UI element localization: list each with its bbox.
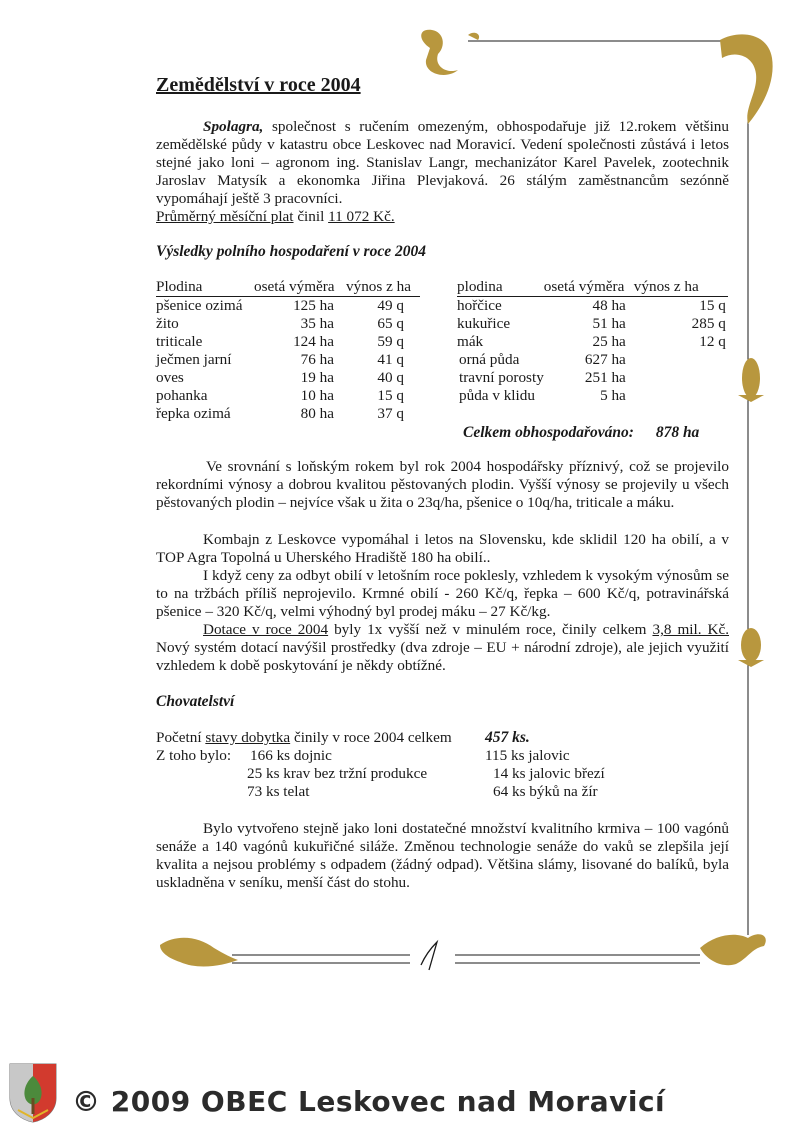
crop-area: 25 ha: [592, 333, 626, 350]
livestock-total: 457 ks.: [485, 729, 530, 746]
table-header: [156, 278, 420, 297]
paragraph-combine: Kombajn z Leskovce vypomáhal i letos na Slovensku, kde sklidil 120 ha obilí, a v TOP Agra Topolná u Uherského Hradiště 180 ha obilí..: [156, 531, 729, 566]
paragraph-prices: I když ceny za odbyt obilí v letošním roce poklesly, vzhledem k vysokým výnosům se to na tržbách příliš neprojevilo. Krmné obilí - 260 Kč/q, řepka – 600 Kč/q, potravinářská pšenice – 320 Kč/q, velmi výhodný byl prodej máku – 27 Kč/kg.: [156, 567, 729, 620]
crop-name: kukuřice: [457, 315, 511, 332]
crops-table-left: [156, 278, 420, 423]
crop-name: pšenice ozimá: [156, 297, 243, 314]
crop-name: mák: [457, 333, 484, 350]
top-right-curl-ornament: [720, 34, 773, 124]
crop-area: 51 ha: [592, 315, 626, 332]
right-pod-ornament-2: [741, 628, 761, 662]
table-row: [457, 315, 728, 333]
subsidies-mid: byly 1x vyšší než v minulém roce, činily celkem: [328, 621, 653, 638]
land-area: 251 ha: [584, 369, 626, 386]
table-row: [457, 333, 728, 351]
column-header-yield: výnos z ha: [634, 278, 728, 297]
results-heading: Výsledky polního hospodaření v roce 2004: [156, 243, 426, 260]
intro-paragraph: [156, 118, 729, 208]
livestock-text-post: činily v roce 2004 celkem: [290, 729, 452, 746]
crop-yield: 41 q: [377, 351, 404, 368]
crop-area: 10 ha: [300, 387, 334, 404]
livestock-total-line: [156, 729, 452, 747]
salary-label: Průměrný měsíční plat: [156, 208, 294, 225]
land-type: travní porosty: [459, 369, 544, 386]
livestock-text-pre: Početní: [156, 729, 206, 746]
land-area: 5 ha: [600, 387, 626, 404]
livestock-item: 14 ks jalovic březí: [493, 765, 605, 782]
table-header: [457, 278, 728, 297]
crop-name: ječmen jarní: [156, 351, 232, 368]
subsidies-rest: Nový systém dotací navýšil prostředky (dva zdroje – EU + národní zdroje), ale jejich využití vzhledem k době poskytování je někdy obtížné.: [156, 639, 729, 674]
page-number: [411, 944, 455, 971]
total-area-value: 878 ha: [655, 424, 700, 441]
livestock-item: 115 ks jalovic: [485, 747, 570, 764]
page-title: Zemědělství v roce 2004: [156, 74, 361, 96]
salary-value: 11 072 Kč.: [328, 208, 395, 225]
crop-yield: 59 q: [377, 333, 404, 350]
crop-name: triticale: [156, 333, 203, 350]
crop-name: oves: [156, 369, 184, 386]
table-row: [156, 297, 420, 316]
table-row: [156, 315, 420, 333]
total-area-line: [463, 424, 699, 442]
crop-area: 35 ha: [300, 315, 334, 332]
table-row: [457, 297, 728, 316]
crop-yield: 12 q: [699, 333, 726, 350]
livestock-item: 73 ks telat: [247, 783, 310, 800]
crop-yield: 285 q: [691, 315, 726, 332]
crop-area: 19 ha: [300, 369, 334, 386]
column-header-crop: Plodina: [156, 278, 254, 297]
livestock-item: 64 ks býků na žír: [493, 783, 598, 800]
land-type: půda v klidu: [459, 387, 535, 404]
crop-name: hořčice: [457, 297, 502, 314]
crop-yield: 15 q: [699, 297, 726, 314]
crop-yield: 15 q: [377, 387, 404, 404]
paragraph-subsidies: [156, 621, 729, 675]
salary-mid: činil: [293, 208, 329, 225]
crop-area: 80 ha: [300, 405, 334, 422]
table-row: [156, 369, 420, 387]
crop-name: řepka ozimá: [156, 405, 231, 422]
salary-line: [156, 208, 395, 226]
table-row: [156, 333, 420, 351]
intro-text: společnost s ručením omezeným, obhospodařuje již 12.rokem většinu zemědělské půdy v katastru obce Leskovec nad Moravicí. Vedení společnosti zůstává i letos stejné jako loni – agronom ing. Stanislav Langr, mechanizátor Karel Pavelek, zootechnik Jaroslav Matysík a ekonomka Jiřina Plevjaková. 26 stálým zaměstnancům sezónně vypomáhají ještě 3 pracovníci.: [156, 118, 729, 207]
column-header-area: osetá výměra: [254, 278, 346, 297]
crop-yield: 65 q: [377, 315, 404, 332]
table-row: [457, 387, 728, 405]
crop-area: 76 ha: [300, 351, 334, 368]
paragraph-fodder: Bylo vytvořeno stejně jako loni dostatečné množství kvalitního krmiva – 100 vagónů senáže a 140 vagónů kukuřičné siláže. Změnou technologie senáže do vaků se zlepšila její kvalita a nejsou problémy s odpadem (žádný odpad). Většina slámy, lisované do balíků, byla uskladněna v seníku, menší část do stohu.: [156, 820, 729, 891]
crop-yield: 49 q: [377, 297, 404, 314]
table-row: [156, 405, 420, 423]
table-row: [457, 369, 728, 387]
paragraph-comparison: Ve srovnání s loňským rokem byl rok 2004 hospodářsky příznivý, což se projevilo rekordními výnosy a dobrou kvalitou pěstovaných plodin. Vyšší výnosy se projevily u všech pěstovaných plodin – nejvíce však u žita o 23q/ha, pšenice o 10q/ha, triticale a máku.: [156, 458, 729, 511]
crop-area: 125 ha: [293, 297, 334, 314]
coat-of-arms-icon: [8, 1062, 58, 1124]
land-type: orná půda: [459, 351, 520, 368]
subsidies-label: Dotace v roce 2004: [203, 621, 329, 638]
crop-area: 48 ha: [592, 297, 626, 314]
column-header-area: osetá výměra: [544, 278, 634, 297]
bottom-left-leaf-ornament: [160, 938, 238, 967]
land-area: 627 ha: [584, 351, 626, 368]
crop-yield: 37 q: [377, 405, 404, 422]
crop-name: žito: [156, 315, 179, 332]
column-header-crop: plodina: [457, 278, 544, 297]
livestock-text-underlined: stavy dobytka: [205, 729, 291, 746]
top-left-scroll-ornament: [421, 30, 458, 75]
table-row: [457, 351, 728, 369]
livestock-item: 166 ks dojnic: [250, 747, 332, 764]
copyright-footer: © 2009 OBEC Leskovec nad Moravicí: [72, 1085, 666, 1118]
table-row: [156, 387, 420, 405]
total-area-label: Celkem obhospodařováno:: [463, 424, 634, 441]
crop-name: pohanka: [156, 387, 208, 404]
crop-area: 124 ha: [293, 333, 334, 350]
subsidies-value: 3,8 mil. Kč.: [652, 621, 729, 638]
crops-table-right: [457, 278, 728, 405]
table-row: [156, 351, 420, 369]
company-name: Spolagra,: [203, 118, 264, 135]
livestock-of-label: Z toho bylo:: [156, 747, 232, 764]
livestock-item: 25 ks krav bez tržní produkce: [247, 765, 428, 782]
crop-yield: 40 q: [377, 369, 404, 386]
livestock-heading: Chovatelství: [156, 693, 235, 710]
column-header-yield: výnos z ha: [346, 278, 420, 297]
bottom-right-bird-ornament: [700, 934, 766, 965]
right-pod-ornament-1: [742, 358, 760, 398]
